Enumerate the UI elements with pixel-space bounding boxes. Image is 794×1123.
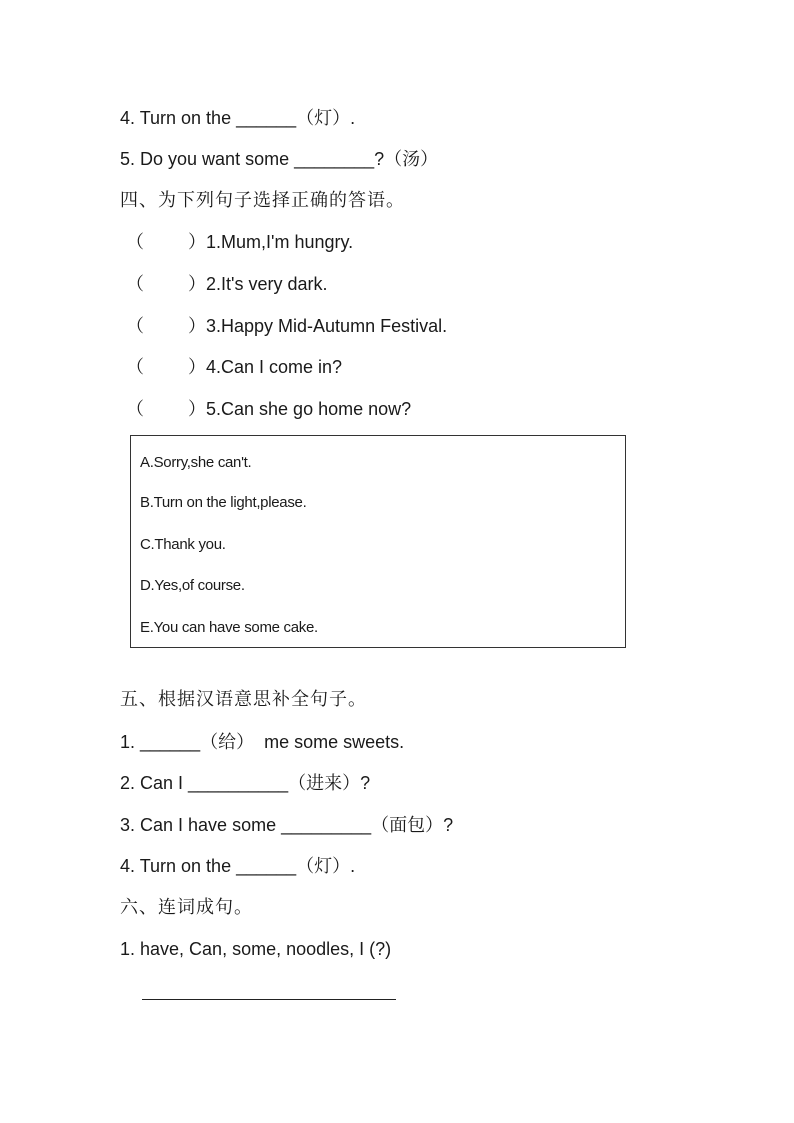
matching-question: [126, 315, 447, 337]
answer-paren-open: （: [126, 232, 144, 252]
matching-question: [126, 356, 342, 378]
answer-option: C.Thank you.: [140, 536, 226, 553]
answer-paren-open: （: [126, 399, 144, 419]
matching-question: [126, 273, 327, 295]
question-text: ）3.Happy Mid-Autumn Festival.: [188, 316, 448, 336]
answer-line: [142, 999, 396, 1000]
answer-paren-open: （: [126, 316, 144, 336]
matching-question: [126, 398, 411, 420]
fill-blank-item: 4. Turn on the ______（灯）.: [120, 856, 356, 876]
section-heading: 四、为下列句子选择正确的答语。: [120, 190, 405, 211]
question-text: ）2.It's very dark.: [188, 274, 328, 294]
question-text: ）4.Can I come in?: [188, 357, 343, 377]
answer-options-box: [130, 435, 626, 648]
fill-blank-item: 2. Can I __________（进来）?: [120, 773, 371, 793]
question-text: ）1.Mum,I'm hungry.: [188, 232, 354, 252]
question-text: ）5.Can she go home now?: [188, 399, 412, 419]
fill-blank-item: 3. Can I have some _________（面包）?: [120, 815, 454, 835]
answer-paren-open: （: [126, 274, 144, 294]
answer-paren-open: （: [126, 357, 144, 377]
answer-option: A.Sorry,she can't.: [140, 454, 252, 471]
answer-option: E.You can have some cake.: [140, 619, 318, 636]
word-order-item: 1. have, Can, some, noodles, I (?): [120, 939, 392, 959]
fill-blank-item: 4. Turn on the ______（灯）.: [120, 108, 356, 128]
fill-blank-item: 1. ______（给） me some sweets.: [120, 732, 405, 752]
answer-option: D.Yes,of course.: [140, 577, 245, 594]
section-heading: 六、连词成句。: [120, 897, 253, 918]
answer-option: B.Turn on the light,please.: [140, 494, 307, 511]
section-heading: 五、根据汉语意思补全句子。: [120, 689, 367, 710]
matching-question: [126, 231, 353, 253]
fill-blank-item: 5. Do you want some ________?（汤）: [120, 149, 439, 169]
